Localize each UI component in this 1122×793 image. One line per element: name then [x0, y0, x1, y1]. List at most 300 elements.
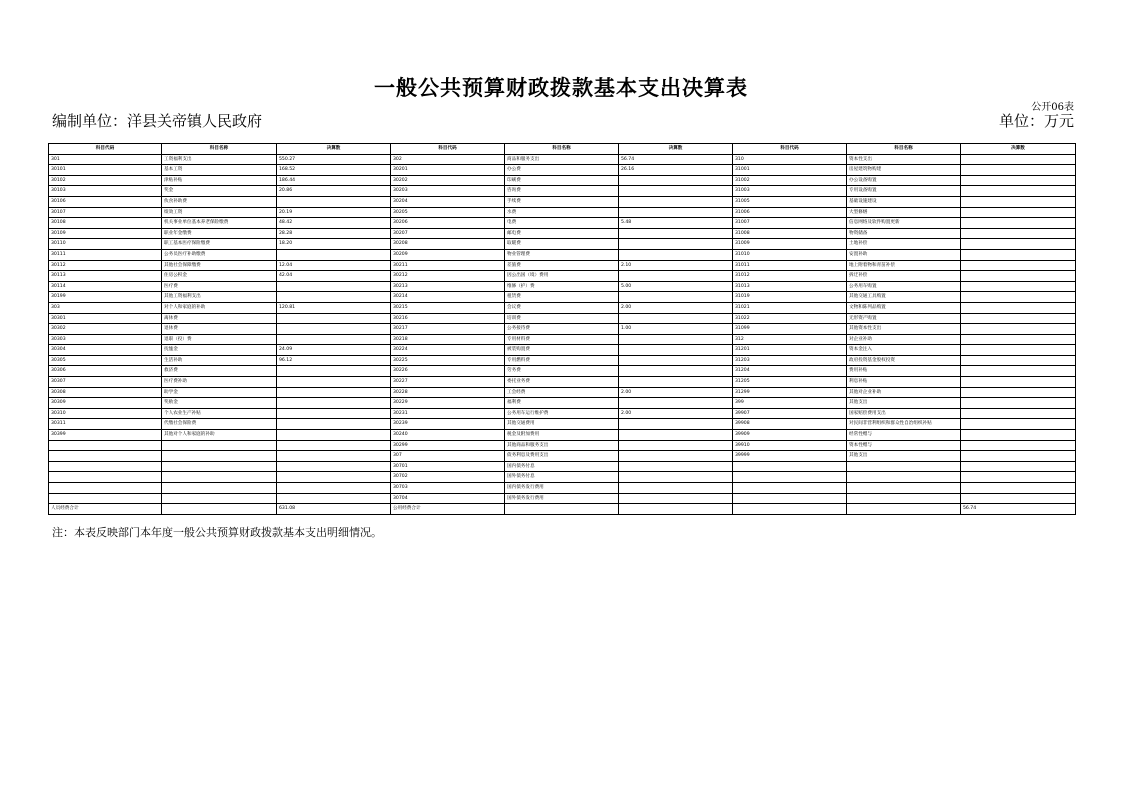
table-cell: [619, 366, 733, 377]
table-cell: [277, 324, 391, 335]
table-row: [49, 196, 1076, 207]
table-cell: 1.00: [619, 324, 733, 335]
table-cell: 房屋建筑物购建: [847, 165, 961, 176]
table-cell: 18.20: [277, 239, 391, 250]
table-cell: [277, 387, 391, 398]
table-row: [49, 377, 1076, 388]
table-cell: [961, 271, 1076, 282]
table-cell: 307: [391, 451, 505, 462]
table-cell: 30218: [391, 334, 505, 345]
table-cell: 96.12: [277, 355, 391, 366]
table-cell: 30310: [49, 408, 162, 419]
table-cell: 30106: [49, 196, 162, 207]
table-cell: 31008: [733, 228, 847, 239]
table-cell: 24.09: [277, 345, 391, 356]
table-row: [49, 165, 1076, 176]
table-cell: 会议费: [505, 302, 619, 313]
table-cell: 31204: [733, 366, 847, 377]
table-cell: 31099: [733, 324, 847, 335]
table-cell: 经常性赠与: [847, 430, 961, 441]
table-cell: [619, 249, 733, 260]
table-cell: 费用补贴: [847, 366, 961, 377]
table-cell: [162, 483, 277, 494]
table-cell: 个人农业生产补贴: [162, 408, 277, 419]
table-cell: 303: [49, 302, 162, 313]
column-header: 科目代码: [391, 144, 505, 155]
table-cell: 国外债务发行费用: [505, 493, 619, 504]
table-cell: [961, 387, 1076, 398]
table-cell: 30109: [49, 228, 162, 239]
table-cell: 48.42: [277, 218, 391, 229]
table-row: [49, 313, 1076, 324]
table-cell: 办公设备购置: [847, 175, 961, 186]
unit-label: 单位：万元: [998, 112, 1074, 130]
table-cell: [277, 451, 391, 462]
table-cell: [961, 493, 1076, 504]
table-cell: 资本性支出: [847, 154, 961, 165]
table-row: [49, 302, 1076, 313]
table-cell: [961, 472, 1076, 483]
table-cell: 其他交通费用: [505, 419, 619, 430]
table-row: [49, 451, 1076, 462]
table-cell: [961, 218, 1076, 229]
table-cell: 30701: [391, 461, 505, 472]
table-cell: 国外债务付息: [505, 472, 619, 483]
table-cell: 30240: [391, 430, 505, 441]
table-cell: 专用材料费: [505, 334, 619, 345]
table-cell: [619, 483, 733, 494]
table-cell: 伙食补助费: [162, 196, 277, 207]
table-cell: [619, 472, 733, 483]
table-cell: 39999: [733, 451, 847, 462]
table-row: [49, 324, 1076, 335]
table-cell: 资本金注入: [847, 345, 961, 356]
table-cell: 租赁费: [505, 292, 619, 303]
table-cell: [961, 154, 1076, 165]
table-row: [49, 398, 1076, 409]
table-cell: 2.00: [619, 302, 733, 313]
table-cell: 专用设备购置: [847, 186, 961, 197]
table-cell: 生活补助: [162, 355, 277, 366]
table-cell: [505, 504, 619, 515]
expenditure-table: [48, 143, 1076, 515]
table-cell: 拆迁补偿: [847, 271, 961, 282]
table-cell: [277, 461, 391, 472]
table-cell: [619, 419, 733, 430]
table-row: [49, 493, 1076, 504]
table-cell: [847, 504, 961, 515]
column-header: 决算数: [277, 144, 391, 155]
table-cell: [619, 196, 733, 207]
table-cell: 30304: [49, 345, 162, 356]
table-cell: 30302: [49, 324, 162, 335]
table-cell: [961, 355, 1076, 366]
table-cell: 30703: [391, 483, 505, 494]
table-cell: 39910: [733, 440, 847, 451]
table-cell: 30203: [391, 186, 505, 197]
table-cell: [961, 440, 1076, 451]
table-cell: 公务员医疗补助缴费: [162, 249, 277, 260]
table-cell: 31002: [733, 175, 847, 186]
table-cell: [961, 281, 1076, 292]
table-cell: 31022: [733, 313, 847, 324]
table-cell: [961, 377, 1076, 388]
table-cell: [49, 493, 162, 504]
table-cell: 奖励金: [162, 398, 277, 409]
table-cell: 5.48: [619, 218, 733, 229]
table-cell: [162, 451, 277, 462]
table-row: [49, 440, 1076, 451]
table-cell: 办公费: [505, 165, 619, 176]
table-row: [49, 249, 1076, 260]
table-cell: 30303: [49, 334, 162, 345]
org-label: 编制单位：洋县关帝镇人民政府: [52, 112, 263, 130]
table-cell: 31009: [733, 239, 847, 250]
table-cell: 30108: [49, 218, 162, 229]
table-cell: [961, 430, 1076, 441]
table-cell: [277, 419, 391, 430]
table-cell: [619, 228, 733, 239]
table-cell: 公务用车运行维护费: [505, 408, 619, 419]
table-cell: 30704: [391, 493, 505, 504]
table-cell: 退休费: [162, 324, 277, 335]
table-cell: 31299: [733, 387, 847, 398]
table-row: [49, 419, 1076, 430]
table-row: [49, 271, 1076, 282]
table-cell: 31205: [733, 377, 847, 388]
table-cell: 物资储备: [847, 228, 961, 239]
table-cell: 国家赔偿费用支出: [847, 408, 961, 419]
table-row: [49, 504, 1076, 515]
table-cell: [961, 292, 1076, 303]
table-cell: [277, 398, 391, 409]
table-cell: 30103: [49, 186, 162, 197]
table-cell: 国内债务付息: [505, 461, 619, 472]
table-cell: [277, 281, 391, 292]
table-cell: 30299: [391, 440, 505, 451]
table-cell: 42.04: [277, 271, 391, 282]
table-cell: 物业管理费: [505, 249, 619, 260]
table-cell: 对民间非营利组织和群众性自治组织补贴: [847, 419, 961, 430]
header-row: [49, 144, 1076, 155]
table-cell: [619, 239, 733, 250]
table-cell: 公务接待费: [505, 324, 619, 335]
table-cell: [277, 292, 391, 303]
table-cell: [733, 461, 847, 472]
table-cell: 31010: [733, 249, 847, 260]
table-cell: 国内债务发行费用: [505, 483, 619, 494]
table-cell: 31005: [733, 196, 847, 207]
table-row: [49, 260, 1076, 271]
table-cell: 168.52: [277, 165, 391, 176]
table-cell: 30399: [49, 430, 162, 441]
column-header: 科目名称: [162, 144, 277, 155]
table-cell: 土地补偿: [847, 239, 961, 250]
table-cell: [961, 408, 1076, 419]
table-cell: 津贴补贴: [162, 175, 277, 186]
table-cell: 电费: [505, 218, 619, 229]
table-cell: 其他商品和服务支出: [505, 440, 619, 451]
table-cell: 31021: [733, 302, 847, 313]
table-cell: 福利费: [505, 398, 619, 409]
table-cell: 其他资本性支出: [847, 324, 961, 335]
table-cell: 因公出国（境）费用: [505, 271, 619, 282]
table-cell: [961, 419, 1076, 430]
table-cell: [619, 398, 733, 409]
table-cell: 30101: [49, 165, 162, 176]
table-cell: 咨询费: [505, 186, 619, 197]
table-cell: 30215: [391, 302, 505, 313]
table-cell: [733, 472, 847, 483]
table-cell: [277, 249, 391, 260]
table-cell: 30225: [391, 355, 505, 366]
column-header: 科目名称: [505, 144, 619, 155]
table-row: [49, 483, 1076, 494]
table-cell: 31003: [733, 186, 847, 197]
table-cell: 职工基本医疗保险缴费: [162, 239, 277, 250]
column-header: 科目名称: [847, 144, 961, 155]
table-cell: 26.16: [619, 165, 733, 176]
table-cell: 住房公积金: [162, 271, 277, 282]
table-cell: 被装购置费: [505, 345, 619, 356]
table-cell: 30202: [391, 175, 505, 186]
table-cell: [619, 451, 733, 462]
table-cell: [277, 493, 391, 504]
table-cell: 30224: [391, 345, 505, 356]
table-cell: 专用燃料费: [505, 355, 619, 366]
form-number: 公开06表: [1031, 102, 1074, 113]
table-cell: 56.74: [961, 504, 1076, 515]
table-cell: 30227: [391, 377, 505, 388]
table-title: 一般公共预算财政拨款基本支出决算表: [374, 75, 748, 100]
table-cell: 30306: [49, 366, 162, 377]
table-cell: [162, 440, 277, 451]
table-cell: 利息补贴: [847, 377, 961, 388]
table-cell: 302: [391, 154, 505, 165]
table-cell: [847, 461, 961, 472]
table-cell: [961, 366, 1076, 377]
table-cell: 20.86: [277, 186, 391, 197]
table-cell: 30110: [49, 239, 162, 250]
table-cell: [162, 461, 277, 472]
table-cell: [961, 260, 1076, 271]
table-row: [49, 472, 1076, 483]
table-cell: [619, 175, 733, 186]
table-cell: 30206: [391, 218, 505, 229]
table-cell: 31007: [733, 218, 847, 229]
table-cell: 30205: [391, 207, 505, 218]
table-cell: 31013: [733, 281, 847, 292]
table-cell: 30201: [391, 165, 505, 176]
table-cell: [619, 292, 733, 303]
table-cell: [49, 461, 162, 472]
table-cell: 救济费: [162, 366, 277, 377]
table-cell: 5.00: [619, 281, 733, 292]
table-cell: 劳务费: [505, 366, 619, 377]
table-cell: 30216: [391, 313, 505, 324]
table-cell: [961, 345, 1076, 356]
table-cell: 对个人和家庭的补助: [162, 302, 277, 313]
table-cell: 医疗费: [162, 281, 277, 292]
table-cell: 地上附着物和青苗补偿: [847, 260, 961, 271]
table-cell: 31001: [733, 165, 847, 176]
table-cell: 30107: [49, 207, 162, 218]
table-row: [49, 334, 1076, 345]
table-cell: [961, 461, 1076, 472]
table-cell: [961, 398, 1076, 409]
table-cell: 助学金: [162, 387, 277, 398]
table-cell: [619, 430, 733, 441]
table-cell: 维修（护）费: [505, 281, 619, 292]
table-row: [49, 154, 1076, 165]
column-header: 决算数: [619, 144, 733, 155]
table-cell: 31011: [733, 260, 847, 271]
table-cell: [277, 334, 391, 345]
table-row: [49, 366, 1076, 377]
footnote: 注：本表反映部门本年度一般公共预算财政拨款基本支出明细情况。: [52, 526, 382, 539]
table-cell: 其他支出: [847, 398, 961, 409]
table-cell: [277, 440, 391, 451]
table-cell: 基础设施建设: [847, 196, 961, 207]
table-cell: 31201: [733, 345, 847, 356]
table-cell: 30311: [49, 419, 162, 430]
table-cell: [961, 483, 1076, 494]
table-cell: 631.08: [277, 504, 391, 515]
table-cell: [961, 165, 1076, 176]
table-cell: 30207: [391, 228, 505, 239]
table-cell: [961, 324, 1076, 335]
table-cell: 其他工资福利支出: [162, 292, 277, 303]
table-cell: 12.04: [277, 260, 391, 271]
table-cell: [961, 302, 1076, 313]
table-cell: 30214: [391, 292, 505, 303]
table-cell: 对企业补助: [847, 334, 961, 345]
table-cell: 绩效工资: [162, 207, 277, 218]
table-cell: 30199: [49, 292, 162, 303]
table-cell: 30212: [391, 271, 505, 282]
table-row: [49, 461, 1076, 472]
table-cell: 30239: [391, 419, 505, 430]
table-cell: 邮电费: [505, 228, 619, 239]
table-cell: [733, 493, 847, 504]
table-cell: [847, 493, 961, 504]
table-cell: 政府投资基金股权投资: [847, 355, 961, 366]
table-cell: [619, 504, 733, 515]
table-cell: 30229: [391, 398, 505, 409]
table-cell: 文物和陈列品购置: [847, 302, 961, 313]
table-cell: 大型修缮: [847, 207, 961, 218]
table-cell: [277, 430, 391, 441]
table-cell: [619, 334, 733, 345]
table-cell: 31012: [733, 271, 847, 282]
table-cell: 抚恤金: [162, 345, 277, 356]
table-row: [49, 355, 1076, 366]
table-cell: 2.10: [619, 260, 733, 271]
table-cell: [619, 461, 733, 472]
table-cell: [733, 483, 847, 494]
table-cell: 其他社会保障缴费: [162, 260, 277, 271]
table-cell: 公务用车购置: [847, 281, 961, 292]
table-row: [49, 228, 1076, 239]
table-cell: 资本性赠与: [847, 440, 961, 451]
table-cell: 税金及附加费用: [505, 430, 619, 441]
table-cell: 30204: [391, 196, 505, 207]
table-row: [49, 345, 1076, 356]
table-cell: 债务利息及费用支出: [505, 451, 619, 462]
table-cell: 其他对个人和家庭的补助: [162, 430, 277, 441]
table-cell: 机关事业单位基本养老保险缴费: [162, 218, 277, 229]
table-cell: 信息网络及软件购置更新: [847, 218, 961, 229]
table-cell: 离休费: [162, 313, 277, 324]
table-cell: [961, 313, 1076, 324]
table-row: [49, 175, 1076, 186]
table-cell: [619, 271, 733, 282]
table-cell: [277, 483, 391, 494]
table-cell: 水费: [505, 207, 619, 218]
table-cell: 39907: [733, 408, 847, 419]
table-cell: 差旅费: [505, 260, 619, 271]
table-cell: 印刷费: [505, 175, 619, 186]
table-cell: 30208: [391, 239, 505, 250]
table-cell: [961, 207, 1076, 218]
table-cell: 2.00: [619, 387, 733, 398]
table-cell: [619, 377, 733, 388]
table-cell: [619, 345, 733, 356]
table-cell: 30231: [391, 408, 505, 419]
table-cell: [961, 186, 1076, 197]
table-cell: 31019: [733, 292, 847, 303]
table-row: [49, 207, 1076, 218]
table-cell: 31006: [733, 207, 847, 218]
table-row: [49, 239, 1076, 250]
table-cell: 39908: [733, 419, 847, 430]
table-cell: 其他对企业补助: [847, 387, 961, 398]
column-header: 决算数: [961, 144, 1076, 155]
table-cell: 30305: [49, 355, 162, 366]
table-cell: 56.74: [619, 154, 733, 165]
table-cell: [277, 196, 391, 207]
table-cell: 30113: [49, 271, 162, 282]
table-cell: 186.44: [277, 175, 391, 186]
table-cell: 工会经费: [505, 387, 619, 398]
table-cell: 399: [733, 398, 847, 409]
table-cell: 301: [49, 154, 162, 165]
table-cell: [961, 451, 1076, 462]
table-cell: [49, 440, 162, 451]
table-cell: 30209: [391, 249, 505, 260]
table-cell: 30226: [391, 366, 505, 377]
table-row: [49, 387, 1076, 398]
table-cell: [961, 228, 1076, 239]
table-cell: 医疗费补助: [162, 377, 277, 388]
column-header: 科目代码: [733, 144, 847, 155]
table-cell: [619, 313, 733, 324]
table-cell: 退职（役）费: [162, 334, 277, 345]
table-cell: 2.00: [619, 408, 733, 419]
table-cell: [162, 504, 277, 515]
table-cell: 30111: [49, 249, 162, 260]
table-cell: [619, 355, 733, 366]
table-cell: 工资福利支出: [162, 154, 277, 165]
table-row: [49, 281, 1076, 292]
table-cell: [961, 175, 1076, 186]
table-cell: [277, 366, 391, 377]
table-cell: 550.27: [277, 154, 391, 165]
table-cell: 312: [733, 334, 847, 345]
table-cell: [162, 472, 277, 483]
table-cell: 人员经费合计: [49, 504, 162, 515]
table-row: [49, 218, 1076, 229]
